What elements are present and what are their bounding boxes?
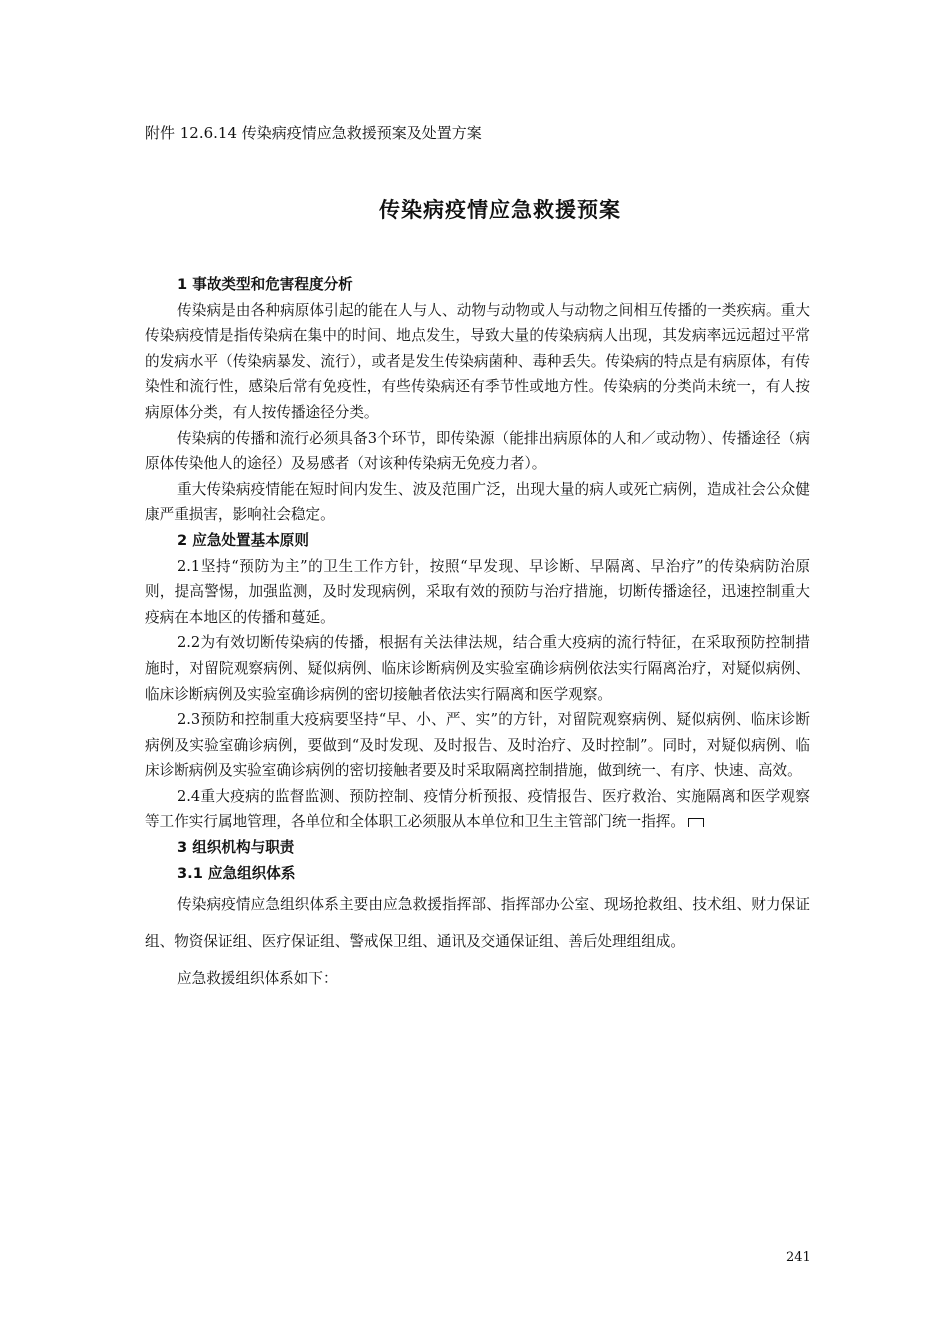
subsection-heading: 3.1 应急组织体系 xyxy=(177,864,296,882)
section-heading: 1 事故类型和危害程度分析 xyxy=(177,276,353,293)
paragraph: 传染病是由各种病原体引起的能在人与人、动物与动物或人与动物之间相互传播的一类疾病。重大传染病疫情是指传染病在集中的时间、地点发生，导致大量的传染病病人出现，其发病率远远超过平常的发病水平（传染病暴发、流行），或者是发生传染病菌种、毒种丢失。传染病的特点是有病原体，有传染性和流行性，感染后常有免疫性，有些传染病还有季节性或地方性。传染病的分类尚未统一，有人按病原体分类，有人按传播途径分类。 xyxy=(145,301,810,421)
section-heading: 2 应急处置基本原则 xyxy=(177,531,309,549)
paragraph: 2.3预防和控制重大疫病要坚持“早、小、严、实”的方针，对留院观察病例、疑似病例、临床诊断病例及实验室确诊病例，要做到“及时发现、及时报告、及时治疗、及时控制”。同时，对疑似病例、临床诊断病例及实验室确诊病例的密切接触者要及时采取隔离控制措施，做到统一、有序、快速、高效。 xyxy=(145,711,810,780)
document-title: 传染病疫情应急救援预案 xyxy=(379,198,621,222)
attachment-note: 附件 12.6.14 传染病疫情应急救援预案及处置方案 xyxy=(145,124,482,142)
paragraph: 应急救援组织体系如下： xyxy=(177,970,338,988)
section-heading: 3 组织机构与职责 xyxy=(177,839,295,857)
paragraph-with-mark xyxy=(145,784,810,835)
page-number: 241 xyxy=(786,1250,811,1265)
paragraph: 传染病疫情应急组织体系主要由应急救援指挥部、指挥部办公室、现场抢救组、技术组、财力保证组、物资保证组、医疗保证组、警戒保卫组、通讯及交通保证组、善后处理组组成。 xyxy=(145,896,810,951)
paragraph: 重大传染病疫情能在短时间内发生、波及范围广泛，出现大量的病人或死亡病例，造成社会公众健康严重损害，影响社会稳定。 xyxy=(145,480,810,524)
document-body xyxy=(145,272,810,992)
paragraph: 2.2为有效切断传染病的传播，根据有关法律法规，结合重大疫病的流行特征，在采取预防控制措施时，对留院观察病例、疑似病例、临床诊断病例及实验室确诊病例依法实行隔离治疗，对疑似病例、临床诊断病例及实验室确诊病例的密切接触者依法实行隔离和医学观察。 xyxy=(145,634,810,703)
paragraph: 传染病的传播和流行必须具备3个环节，即传染源（能排出病原体的人和／或动物）、传播途径（病原体传染他人的途径）及易感者（对该种传染病无免疫力者）。 xyxy=(145,429,810,473)
paragraph-text: 2.4重大疫病的监督监测、预防控制、疫情分析预报、疫情报告、医疗救治、实施隔离和医学观察等工作实行属地管理，各单位和全体职工必须服从本单位和卫生主管部门统一指挥。 xyxy=(145,787,810,831)
paragraph: 2.1坚持“预防为主”的卫生工作方针，按照“早发现、早诊断、早隔离、早治疗”的传染病防治原则，提高警惕，加强监测，及时发现病例，采取有效的预防与治疗措施，切断传播途径，迅速控制重大疫病在本地区的传播和蔓延。 xyxy=(145,557,810,626)
edit-mark-icon xyxy=(688,818,704,827)
